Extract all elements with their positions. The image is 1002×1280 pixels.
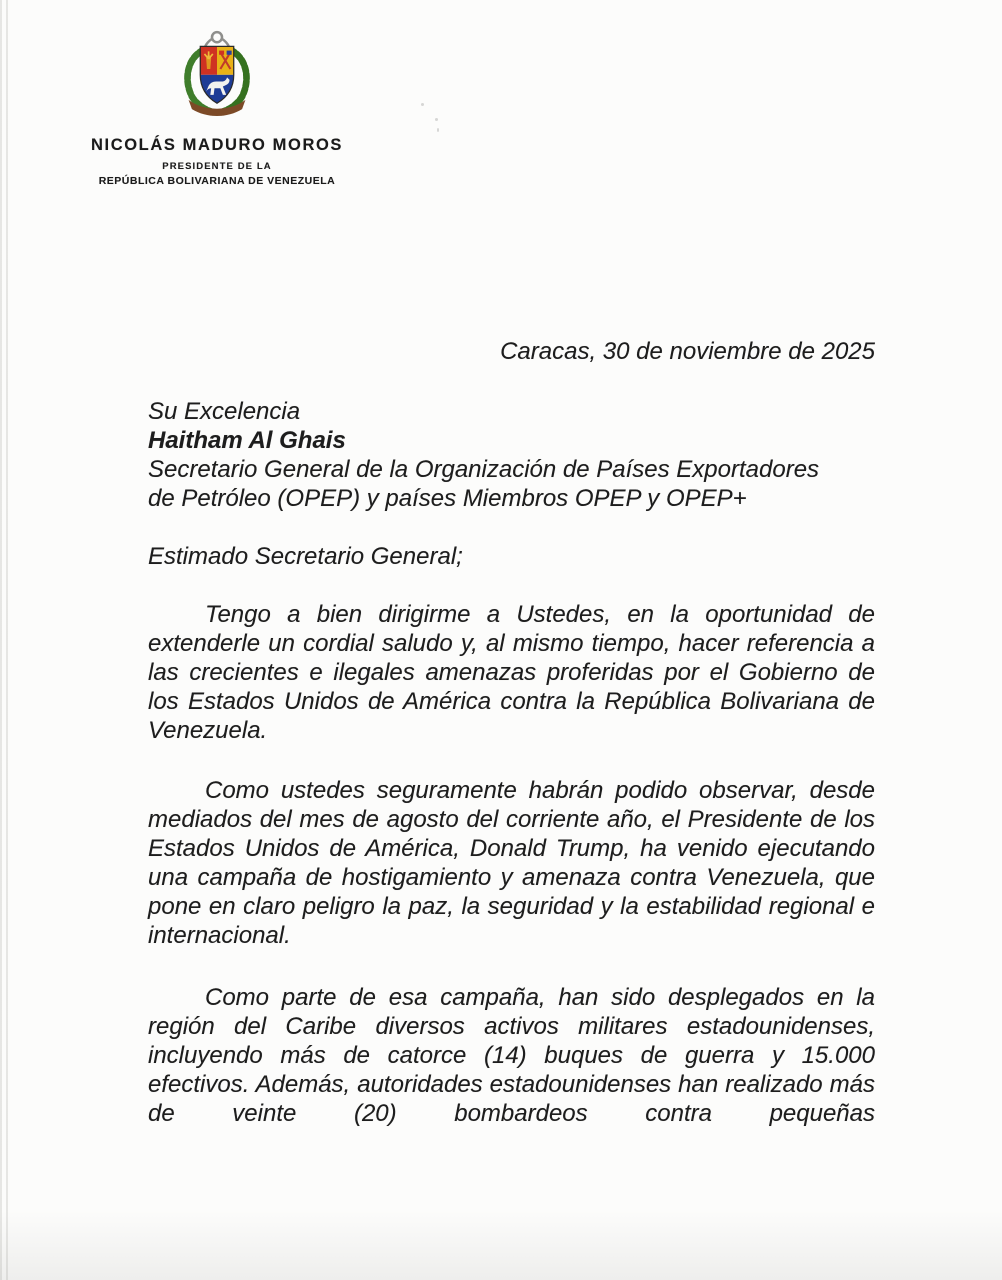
paragraph-3: Como parte de esa campaña, han sido desplegados en la región del Caribe diversos activos militares estadounidenses, incluyendo más de catorce (14) buques de guerra y 15.000 efectivos. Además, autoridades estadounidenses han realizado más de veinte (20) bombardeos contra pequeñas	[148, 984, 875, 1127]
recipient-block	[148, 397, 819, 513]
dateline: Caracas, 30 de noviembre de 2025	[500, 338, 875, 365]
letterhead-title-line1: PRESIDENTE DE LA	[162, 161, 272, 172]
recipient-salutation: Su Excelencia	[148, 398, 301, 425]
scan-edge-artifact	[0, 0, 9, 1280]
letterhead-name: NICOLÁS MADURO MOROS	[91, 136, 343, 154]
letterhead-title-line2: REPÚBLICA BOLIVARIANA DE VENEZUELA	[98, 175, 336, 187]
paragraph-1: Tengo a bien dirigirme a Ustedes, en la oportunidad de extenderle un cordial saludo y, al mismo tiempo, hacer referencia a las crecientes e ilegales amenazas proferidas por el Gobierno de los Estados Unidos de América contra la República Bolivariana de Venezuela.	[148, 601, 875, 744]
recipient-title-line1: Secretario General de la Organización de Países Exportadores	[148, 456, 820, 483]
paragraph-2: Como ustedes seguramente habrán podido observar, desde mediados del mes de agosto del corriente año, el Presidente de los Estados Unidos de América, Donald Trump, ha venido ejecutando una campaña de hostigamiento y amenaza contra Venezuela, que pone en claro peligro la paz, la seguridad y la estabilidad regional e internacional.	[148, 777, 875, 949]
recipient-name: Haitham Al Ghais	[148, 427, 346, 454]
recipient-title-line2: de Petróleo (OPEP) y países Miembros OPEP y OPEP+	[148, 485, 747, 512]
letter-body	[148, 0, 875, 1280]
greeting: Estimado Secretario General;	[148, 543, 463, 570]
